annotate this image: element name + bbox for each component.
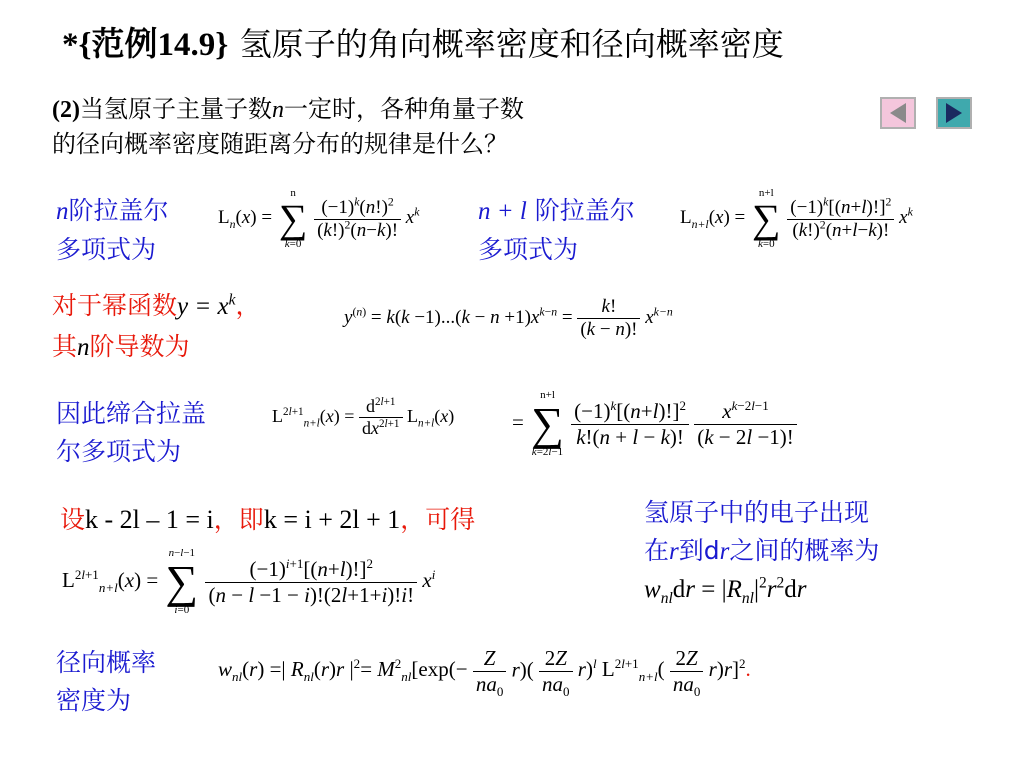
question-line1b: 一定时，各种角量子数	[283, 95, 524, 123]
laguerre-n-var: n	[56, 198, 69, 225]
triangle-right-icon	[938, 99, 970, 127]
subst-suffix: ，可得	[400, 505, 476, 534]
substitution	[60, 500, 475, 536]
next-button[interactable]	[936, 97, 972, 129]
radial-line1: 径向概率	[56, 648, 157, 677]
title-main: 氢原子的角向概率密度和径向概率密度	[239, 25, 784, 63]
question-line1a: 当氢原子主量子数	[79, 95, 272, 123]
question-number: (2)	[52, 97, 80, 123]
subst-expr1: k - 2l – 1 = i	[85, 505, 214, 534]
assoc-line2: 尔多项式为	[56, 437, 182, 466]
prob-line2c: 之间的概率为	[729, 536, 880, 565]
laguerre-n-line1: 阶拉盖尔	[68, 196, 169, 225]
formula-assoc-i: $L^{2l+1}_{n+l}(x)$ = n−l−1 ∑ i=0 $\frac{(-1)^{i+1}[(n+l)!]^2}{(n - l -1 - i)!(2l+1+i)!i!}$ $x^i$	[62, 547, 436, 616]
formula-laguerre-nl: $L_{n+l}(x)$ = n+l ∑ k=0 $\frac{(-1)^k[(n+l)!]^2}{(k!)^2(n+l-k)!}$ $x^k$	[680, 187, 913, 250]
power-fn-line1: 对于幂函数	[52, 291, 178, 320]
radial-line2: 密度为	[56, 686, 132, 715]
power-fn-line2-var: n	[77, 334, 90, 361]
question-line2: 的径向概率密度随距离分布的规律是什么？	[52, 130, 508, 158]
laguerre-n-label	[56, 192, 169, 269]
page-title	[62, 18, 784, 65]
power-fn-label	[52, 286, 260, 368]
prob-line2a: 在	[644, 536, 670, 565]
formula-assoc: $L^{2l+1}_{n+l}(x)$ = $\frac{d^{2l+1}}{dx^{2l+1}}$ $L_{n+l}(x)$	[272, 396, 455, 438]
laguerre-nl-label	[478, 192, 635, 269]
probability-line1: 氢原子中的电子出现	[644, 498, 870, 527]
prob-line2-r: r	[669, 538, 679, 565]
laguerre-nl-line1: 阶拉盖尔	[526, 196, 635, 225]
subst-mid: ，即	[213, 505, 264, 534]
subst-expr2: k = i + 2l + 1	[263, 505, 401, 534]
title-prefix: *{范例14.9}	[62, 27, 229, 63]
subst-prefix: 设	[60, 505, 86, 534]
question-text	[52, 92, 524, 161]
probability-formula: $w_{nl}dr = |R_{nl}|^2r^2dr$	[644, 574, 807, 607]
prev-button[interactable]	[880, 97, 916, 129]
question-var-n: n	[271, 97, 284, 123]
power-fn-formula: y = x	[177, 293, 229, 320]
power-fn-line2a: 其	[52, 332, 78, 361]
triangle-left-icon	[882, 99, 914, 127]
laguerre-n-line2: 多项式为	[56, 235, 157, 264]
formula-laguerre-n: $L_n(x)$ = n ∑ k=0 $\frac{(-1)^k(n!)^2}{(k!)^2(n-k)!}$ $x^k$	[218, 187, 420, 250]
prob-line2b: 到d	[678, 536, 720, 565]
power-fn-line2b: 阶导数为	[89, 332, 190, 361]
radial-label	[56, 644, 156, 720]
prob-line2-r2: r	[719, 538, 730, 565]
laguerre-nl-line2: 多项式为	[478, 235, 579, 264]
formula-assoc-sum: = n+l ∑ k=2l−1 $\frac{(-1)^k[(n+l)!]^2}{k!(n + l - k)!}$ $\frac{x^{k-2l-1}}{(k - 2l -1)!}$	[512, 390, 797, 458]
power-fn-comma: ，	[235, 291, 261, 320]
power-fn-exp: k	[228, 291, 236, 309]
laguerre-nl-var: n + l	[478, 198, 527, 225]
probability-text	[644, 494, 879, 609]
assoc-line1: 因此缔合拉盖	[56, 399, 207, 428]
formula-radial: $w_{nl}(r)$ =| $R_{nl}(r)r$ $|^2= M^2_{nl}[\exp(-$ $\frac{Z}{na_0}$ r)( $\frac{2Z}{na_0}$ r)$^l$ $L^{2l+1}_{n+l}$( $\frac{2Z}{na_0}$ r)r]$^2$.	[218, 646, 751, 700]
formula-derivative: $y^{(n)} = k(k -1)...(k - n +1)x^{k-n}$ = $\frac{k!}{(k - n)!}$ $x^{k-n}$	[344, 296, 673, 340]
assoc-label	[56, 395, 206, 471]
